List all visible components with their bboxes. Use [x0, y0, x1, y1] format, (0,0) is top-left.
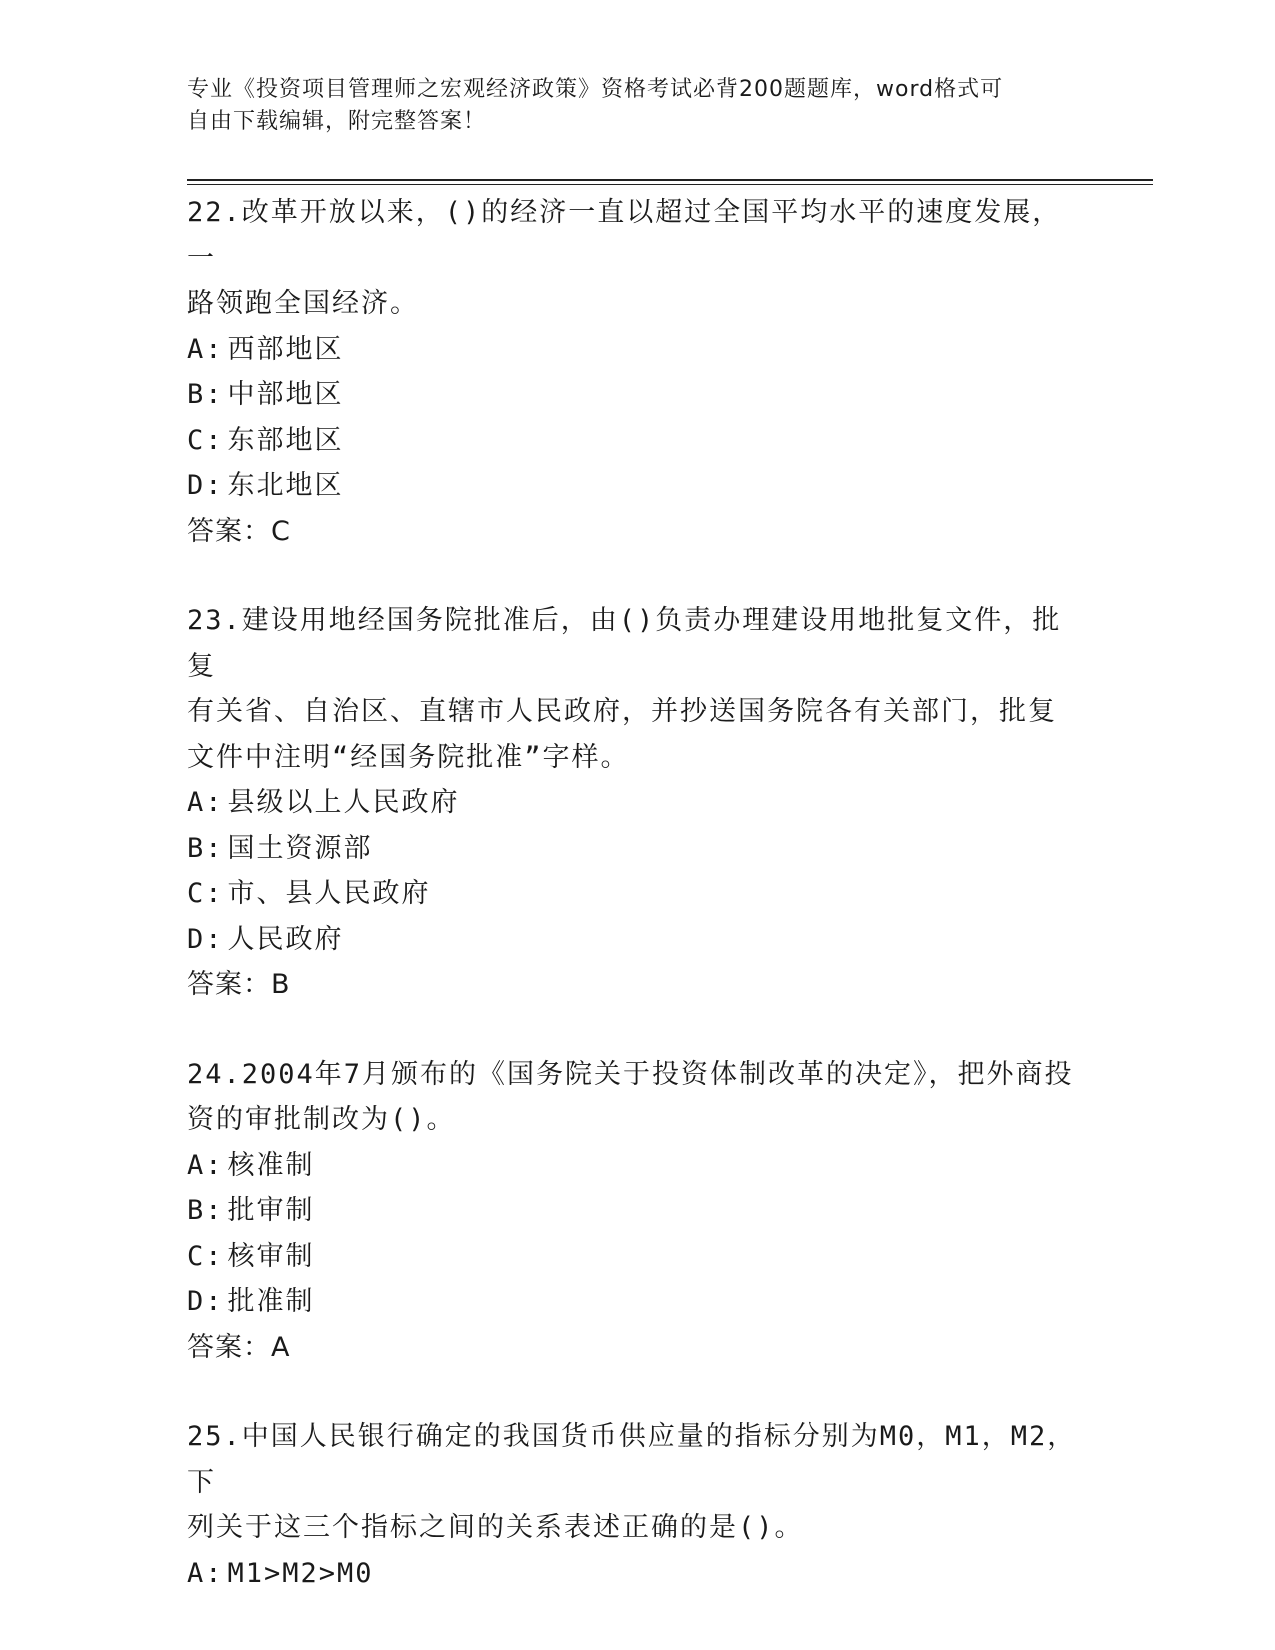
option-c: [187, 1234, 1087, 1280]
question-stem-line: 文件中注明“经国务院批准”字样。: [187, 741, 630, 773]
question-stem-line: 22.改革开放以来，()的经济一直以超过全国平均水平的速度发展，一: [187, 197, 1062, 274]
option-text: 县级以上人民政府: [227, 787, 460, 818]
option-letter: B:: [187, 379, 224, 410]
question-24: [187, 1052, 1087, 1371]
question-25: [187, 1414, 1087, 1596]
option-text: 批准制: [227, 1286, 315, 1317]
question-23: [187, 598, 1087, 1008]
question-stem-line: 24.2004年7月颁布的《国务院关于投资体制改革的决定》，把外商投: [187, 1058, 1074, 1090]
option-a: [187, 1143, 1087, 1189]
question-stem-line: 列关于这三个指标之间的关系表述正确的是()。: [187, 1512, 804, 1543]
question-stem-line: 25.中国人民银行确定的我国货币供应量的指标分别为M0，M1，M2，下: [187, 1421, 1077, 1498]
option-text: 批审制: [227, 1195, 315, 1226]
option-letter: A:: [187, 787, 224, 818]
answer-line: 答案：A: [187, 1331, 291, 1363]
option-text: 市、县人民政府: [227, 878, 431, 909]
question-stem-line: 路领跑全国经济。: [187, 288, 419, 319]
option-text: 中部地区: [227, 379, 344, 410]
header-line-1: 专业《投资项目管理师之宏观经济政策》资格考试必背200题题库，word格式可: [187, 77, 1004, 102]
option-letter: C:: [187, 424, 224, 456]
option-b: [187, 372, 1087, 418]
option-b: [187, 1188, 1087, 1234]
option-letter: C:: [187, 878, 224, 909]
option-text: 核准制: [227, 1149, 315, 1181]
option-letter: D:: [187, 1286, 224, 1317]
header-line-2: 自由下载编辑，附完整答案！: [187, 109, 487, 134]
answer-line: 答案：B: [187, 969, 291, 1000]
option-text: 国土资源部: [227, 832, 373, 864]
document-header: [187, 74, 1067, 138]
question-list: [187, 190, 1087, 1640]
option-letter: A:: [187, 1149, 224, 1181]
option-text: M1>M2>M0: [227, 1557, 374, 1589]
option-letter: A:: [187, 333, 224, 365]
question-stem-line: 有关省、自治区、直辖市人民政府，并抄送国务院各有关部门，批复: [187, 696, 1057, 727]
option-d: [187, 463, 1087, 509]
option-c: [187, 418, 1087, 464]
option-letter: B:: [187, 1195, 224, 1226]
option-letter: D:: [187, 470, 224, 501]
option-letter: A:: [187, 1557, 224, 1589]
option-b: [187, 826, 1087, 872]
option-d: [187, 1279, 1087, 1325]
option-d: [187, 917, 1087, 963]
question-22: [187, 190, 1087, 554]
header-divider-thin: [187, 184, 1153, 185]
question-stem-line: 23.建设用地经国务院批准后，由()负责办理建设用地批复文件，批复: [187, 605, 1062, 682]
option-c: [187, 871, 1087, 917]
option-text: 东北地区: [227, 470, 344, 501]
header-divider-thick: [187, 179, 1153, 181]
option-a: [187, 327, 1087, 373]
option-text: 东部地区: [227, 424, 344, 456]
option-letter: D:: [187, 923, 224, 955]
option-text: 西部地区: [227, 333, 344, 365]
option-a: [187, 1551, 1087, 1597]
option-a: [187, 780, 1087, 826]
option-text: 人民政府: [227, 923, 344, 955]
option-letter: B:: [187, 832, 224, 864]
answer-line: 答案：C: [187, 515, 291, 547]
question-stem-line: 资的审批制改为()。: [187, 1104, 456, 1135]
option-text: 核审制: [227, 1240, 315, 1272]
option-letter: C:: [187, 1240, 224, 1272]
